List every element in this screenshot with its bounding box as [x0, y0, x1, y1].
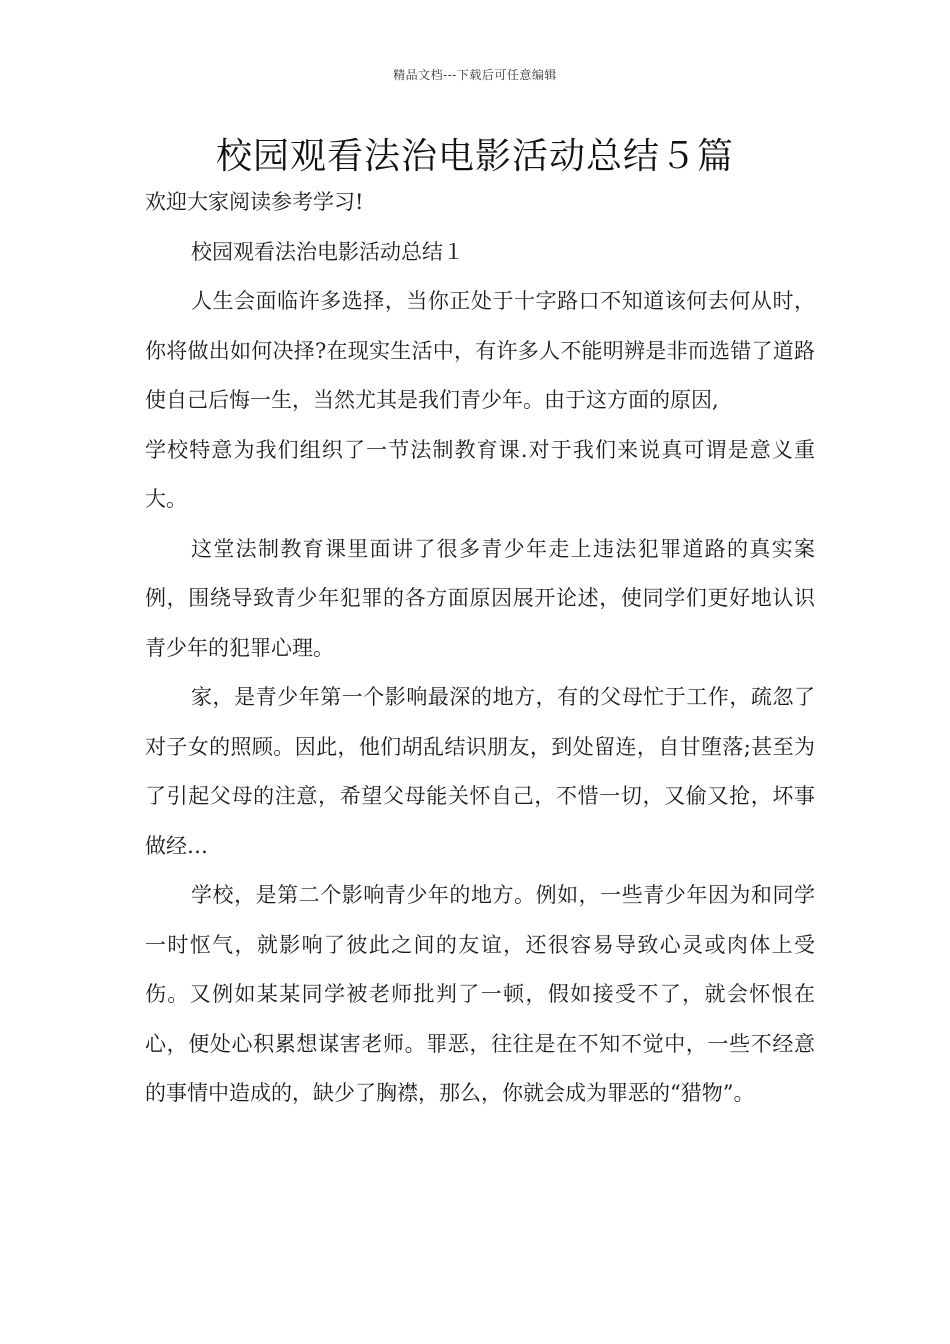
paragraph-3: 这堂法制教育课里面讲了很多青少年走上违法犯罪道路的真实案例，围绕导致青少年犯罪的各方面原因展开论述，使同学们更好地认识青少年的犯罪心理。: [145, 536, 815, 660]
document-body: [145, 178, 815, 1119]
document-title: 校园观看法治电影活动总结５篇: [215, 136, 734, 177]
paragraph-5: 学校，是第二个影响青少年的地方。例如，一些青少年因为和同学一时怄气，就影响了彼此之间的友谊，还很容易导致心灵或肉体上受伤。又例如某某同学被老师批判了一顿，假如接受不了，就会怀恨在心，便处心积累想谋害老师。罪恶，往往是在不知不觉中，一些不经意的事情中造成的，缺少了胸襟，那么，你就会成为罪恶的“猎物”。: [145, 883, 815, 1105]
paragraph-4: 家，是青少年第一个影响最深的地方，有的父母忙于工作，疏忽了对子女的照顾。因此，他们胡乱结识朋友，到处留连，自甘堕落;甚至为了引起父母的注意，希望父母能关怀自己，不惜一切，又偷又抢，坏事做经…: [145, 685, 815, 858]
intro-line: 欢迎大家阅读参考学习!: [145, 190, 364, 214]
section-heading: 校园观看法治电影活动总结１: [191, 239, 464, 264]
header-note: 精品文档---下载后可任意编辑: [393, 68, 557, 82]
paragraph-2: 学校特意为我们组织了一节法制教育课.对于我们来说真可谓是意义重大。: [145, 437, 815, 511]
paragraph-1: 人生会面临许多选择，当你正处于十字路口不知道该何去何从时，你将做出如何决择?在现实生活中，有许多人不能明辨是非而选错了道路使自己后悔一生，当然尤其是我们青少年。由于这方面的原因,: [145, 289, 815, 412]
